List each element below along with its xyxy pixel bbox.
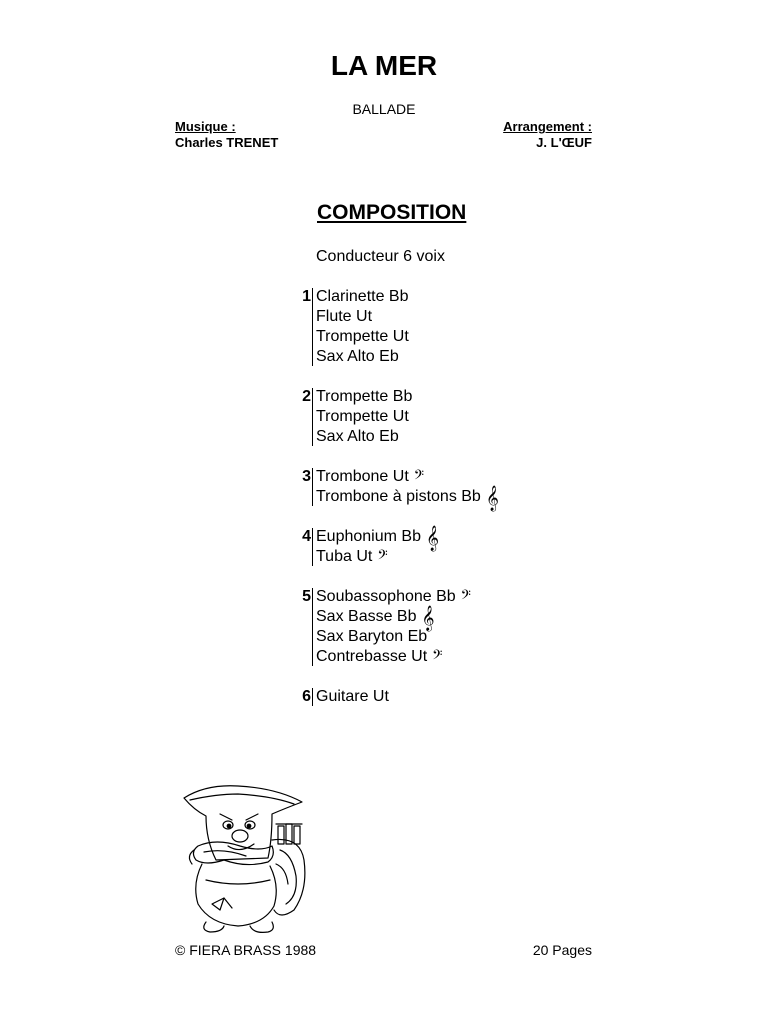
composition-heading: COMPOSITION [317,201,467,224]
bass-clef-icon: 𝄢 [460,587,471,606]
group-number: 2 [302,388,311,405]
group-number: 5 [302,588,311,605]
instrument-item [316,327,499,347]
instrument-name: Sax Baryton Eb [316,628,428,645]
copyright-notice: © FIERA BRASS 1988 [175,942,317,958]
treble-clef-icon: 𝄞 [425,526,439,551]
treble-clef-icon: 𝄞 [485,486,499,511]
bass-clef-icon: 𝄢 [432,647,443,666]
instrument-name: Clarinette Bb [316,288,409,305]
score-title: LA MER [330,50,438,81]
instrument-item [316,627,499,647]
group-number: 1 [302,288,311,305]
arranger-name: J. L'ŒUF [536,135,592,150]
instrument-group [290,527,499,567]
instrument-item [316,526,499,551]
bass-clef-icon: 𝄢 [413,467,425,486]
group-number: 3 [302,468,311,485]
instrument-name: Guitare Ut [316,688,389,705]
arrangement-label: Arrangement : [503,119,592,134]
instrument-item [316,587,499,607]
instrument-item [316,387,499,407]
group-bracket-line [312,388,313,446]
instrument-item [316,287,499,307]
page-count: 20 Pages [532,942,592,958]
instrument-group [290,467,499,511]
tuba-mascot-illustration [176,780,326,935]
instrument-name: Trombone Ut [316,468,409,485]
conducteur-line: Conducteur 6 voix [316,248,445,265]
instrument-name: Trompette Bb [316,388,413,405]
instrument-groups [290,287,499,727]
bass-clef-icon: 𝄢 [377,547,388,566]
instrument-group [290,587,499,667]
instrument-name: Soubassophone Bb [316,588,456,605]
instrument-name: Trombone à pistons Bb [316,488,481,505]
score-subtitle: BALLADE [352,101,416,117]
instrument-name: Sax Basse Bb [316,608,417,625]
instrument-item [316,547,499,567]
instrument-item [316,647,499,667]
instrument-name: Sax Alto Eb [316,428,399,445]
treble-clef-icon: 𝄞 [421,606,435,631]
instrument-item [316,407,499,427]
instrument-name: Sax Alto Eb [316,348,399,365]
instrument-name: Trompette Ut [316,328,409,345]
group-number: 4 [302,528,311,545]
instrument-item [316,347,499,367]
instrument-group [290,387,499,447]
group-bracket-line [312,688,313,706]
group-bracket-line [312,588,313,666]
instrument-group [290,687,499,707]
group-number: 6 [302,688,311,705]
instrument-item [316,307,499,327]
instrument-name: Tuba Ut [316,548,373,565]
group-bracket-line [312,288,313,366]
instrument-name: Contrebasse Ut [316,648,428,665]
composer-name: Charles TRENET [175,135,279,150]
group-bracket-line [312,468,313,506]
instrument-item [316,606,499,631]
instrument-group [290,287,499,367]
music-label: Musique : [175,119,236,134]
instrument-item [316,486,499,511]
instrument-item [316,427,499,447]
instrument-item [316,687,499,707]
instrument-name: Flute Ut [316,308,373,325]
arrangement-credit [503,119,592,151]
music-credit [175,119,278,151]
instrument-name: Trompette Ut [316,408,409,425]
instrument-name: Euphonium Bb [316,528,421,545]
instrument-item [316,467,499,487]
group-bracket-line [312,528,313,566]
